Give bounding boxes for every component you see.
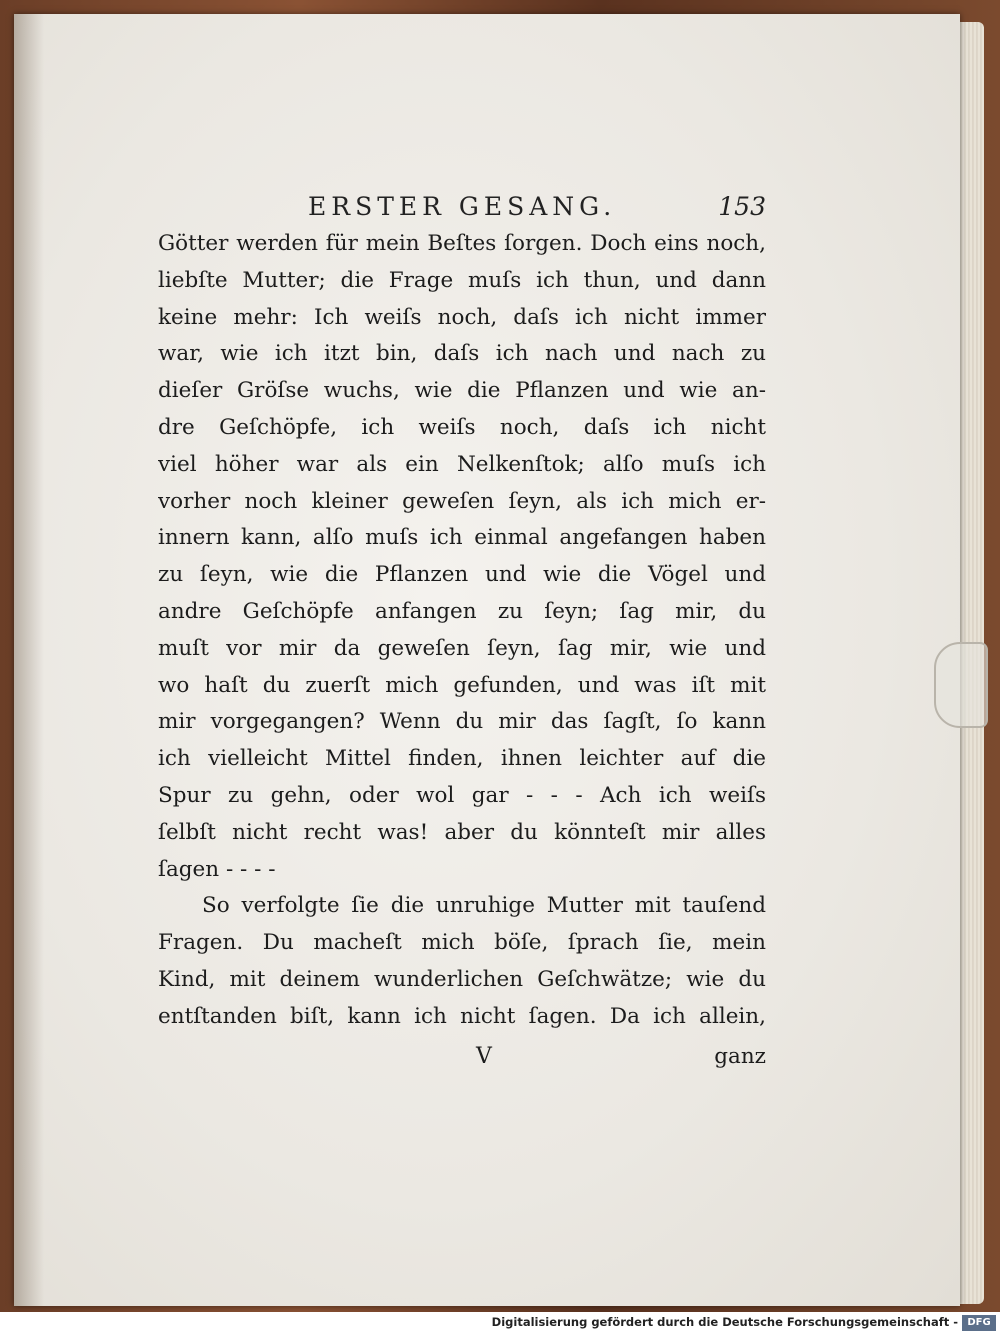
text-line: andre Geſchöpfe anfangen zu ſeyn; ſag mir, du [158, 598, 766, 624]
text-line: Spur zu gehn, oder wol gar - - - Ach ich weiſs [158, 782, 766, 808]
digitization-footer [0, 1312, 1000, 1334]
paragraph-start-line: So verfolgte ſie die unruhige Mutter mit tauſend [202, 893, 766, 919]
text-line: zu ſeyn, wie die Pflanzen und wie die Vögel und [158, 562, 766, 588]
signature-mark: V [476, 1044, 492, 1069]
text-line: dieſer Gröſse wuchs, wie die Pflanzen und wie an- [158, 378, 766, 404]
text-line: vorher noch kleiner geweſen ſeyn, als ich mich er- [158, 488, 766, 514]
text-line: ſelbſt nicht recht was! aber du könnteſt mir alles [158, 819, 766, 845]
page-tab-marker [934, 642, 988, 728]
text-line: mir vorgegangen? Wenn du mir das ſagſt, ſo kann [158, 709, 766, 735]
dfg-logo: DFG [962, 1315, 996, 1331]
page-header [160, 192, 766, 228]
text-line: liebſte Mutter; die Frage muſs ich thun, und dann [158, 267, 766, 293]
text-line: keine mehr: Ich weiſs noch, daſs ich nicht immer [158, 304, 766, 330]
text-line: dre Geſchöpfe, ich weiſs noch, daſs ich nicht [158, 414, 766, 440]
running-head: ERSTER GESANG. [308, 192, 617, 221]
catchword: ganz [714, 1044, 766, 1069]
text-line: Fragen. Du macheſt mich böſe, ſprach ſie, mein [158, 930, 766, 956]
text-line: war, wie ich itzt bin, daſs ich nach und nach zu [158, 341, 766, 367]
page-number: 153 [718, 192, 766, 221]
footer-credit: Digitalisierung gefördert durch die Deutsche Forschungsgemeinschaft - [491, 1315, 958, 1329]
text-line: ich vielleicht Mittel finden, ihnen leichter auf die [158, 746, 766, 772]
text-line: viel höher war als ein Nelkenſtok; alſo muſs ich [158, 451, 766, 477]
text-line: wo haſt du zuerſt mich gefunden, und was iſt mit [158, 672, 766, 698]
body-text [158, 226, 766, 1036]
text-line: entſtanden biſt, kann ich nicht ſagen. Da ich allein, [158, 1003, 766, 1029]
page-footer-line [158, 1044, 766, 1080]
text-line: Götter werden für mein Beſtes ſorgen. Doch eins noch, [158, 231, 766, 256]
text-line: innern kann, alſo muſs ich einmal angefangen haben [158, 525, 766, 551]
text-line: ſagen - - - - [158, 856, 276, 882]
text-line: Kind, mit deinem wunderlichen Geſchwätze; wie du [158, 966, 766, 992]
text-line: muſt vor mir da geweſen ſeyn, ſag mir, wie und [158, 635, 766, 661]
gutter-shadow [14, 14, 44, 1306]
